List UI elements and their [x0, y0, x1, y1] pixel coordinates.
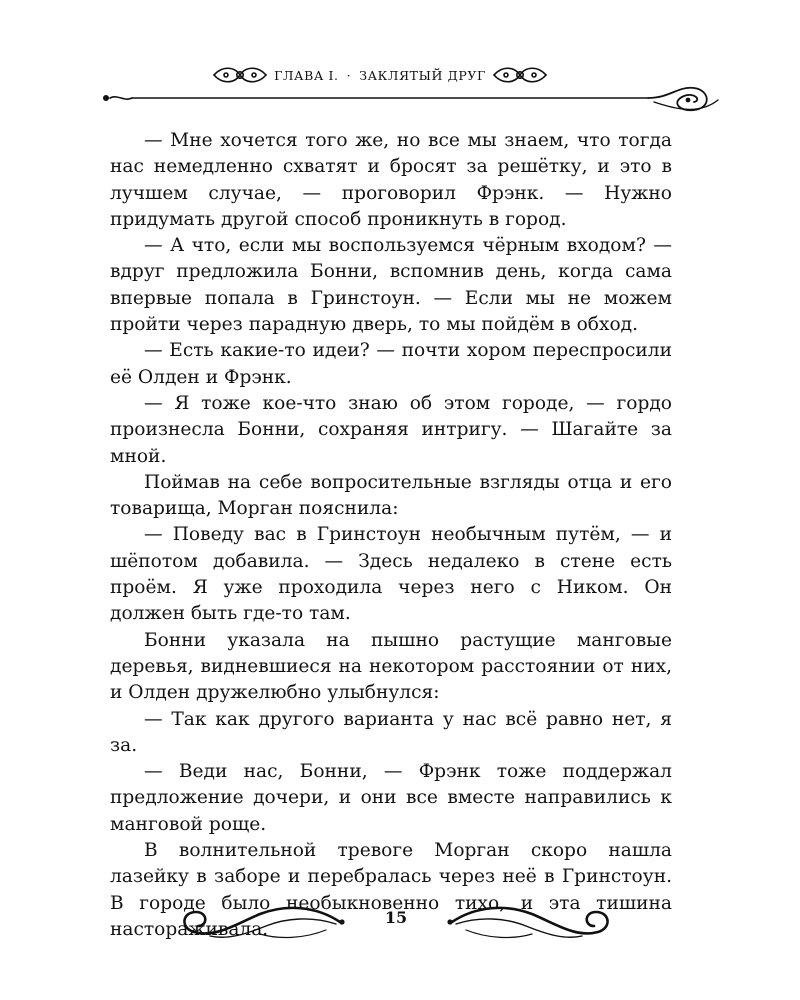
body-text [110, 128, 672, 943]
paragraph: — Веди нас, Бонни, — Фрэнк тоже поддержал предложение дочери, и они все вместе направились к манговой роще. [110, 761, 672, 835]
paragraph: В волнительной тревоге Морган скоро нашла лазейку в заборе и перебралась через неё в Гринстоун. В городе было необыкновенно тихо, и эта тишина настораживала. [110, 840, 672, 940]
paragraph: — Поведу вас в Гринстоун необычным путём, — и шёпотом добавила. — Здесь недалеко в стене есть проём. Я уже проходила через него с Ником. Он должен быть где-то там. [110, 524, 672, 625]
paragraph: Бонни указала на пышно растущие манговые деревья, видневшиеся на некотором расстоянии от них, и Олден дружелюбно улыбнулся: [110, 629, 672, 704]
chapter-label: ГЛАВА I. [274, 67, 339, 83]
chapter-title: ЗАКЛЯТЫЙ ДРУГ [359, 67, 486, 83]
header-swash-rule-icon [98, 82, 720, 118]
paragraph: — Я тоже кое-что знаю об этом городе, — гордо произнесла Бонни, сохраняя интригу. — Шагайте за мной. [110, 392, 672, 467]
page-number: 15 [384, 908, 408, 927]
footer-right-flourish-icon [446, 900, 616, 944]
paragraph: — А что, если мы воспользуемся чёрным входом? — вдруг предложила Бонни, вспомнив день, когда сама впервые попала в Гринстоун. — Если мы не можем пройти через парадную дверь, то мы пойдём в обход. [110, 235, 672, 336]
page-footer [176, 898, 616, 946]
footer-left-flourish-icon [176, 900, 346, 944]
paragraph: — Мне хочется того же, но все мы знаем, что тогда нас немедленно схватят и бросят за решётку, и это в лучшем случае, — проговорил Фрэнк. — Нужно придумать другой способ проникнуть в город. [110, 130, 672, 230]
paragraph: Поймав на себе вопросительные взгляды отца и его товарища, Морган пояснила: [110, 471, 672, 520]
paragraph: — Есть какие-то идеи? — почти хором переспросили её Олден и Фрэнк. [110, 340, 672, 388]
head-separator: · [346, 67, 352, 83]
running-head-text [274, 68, 486, 83]
paragraph: — Так как другого варианта у нас всё равно нет, я за. [110, 708, 672, 756]
